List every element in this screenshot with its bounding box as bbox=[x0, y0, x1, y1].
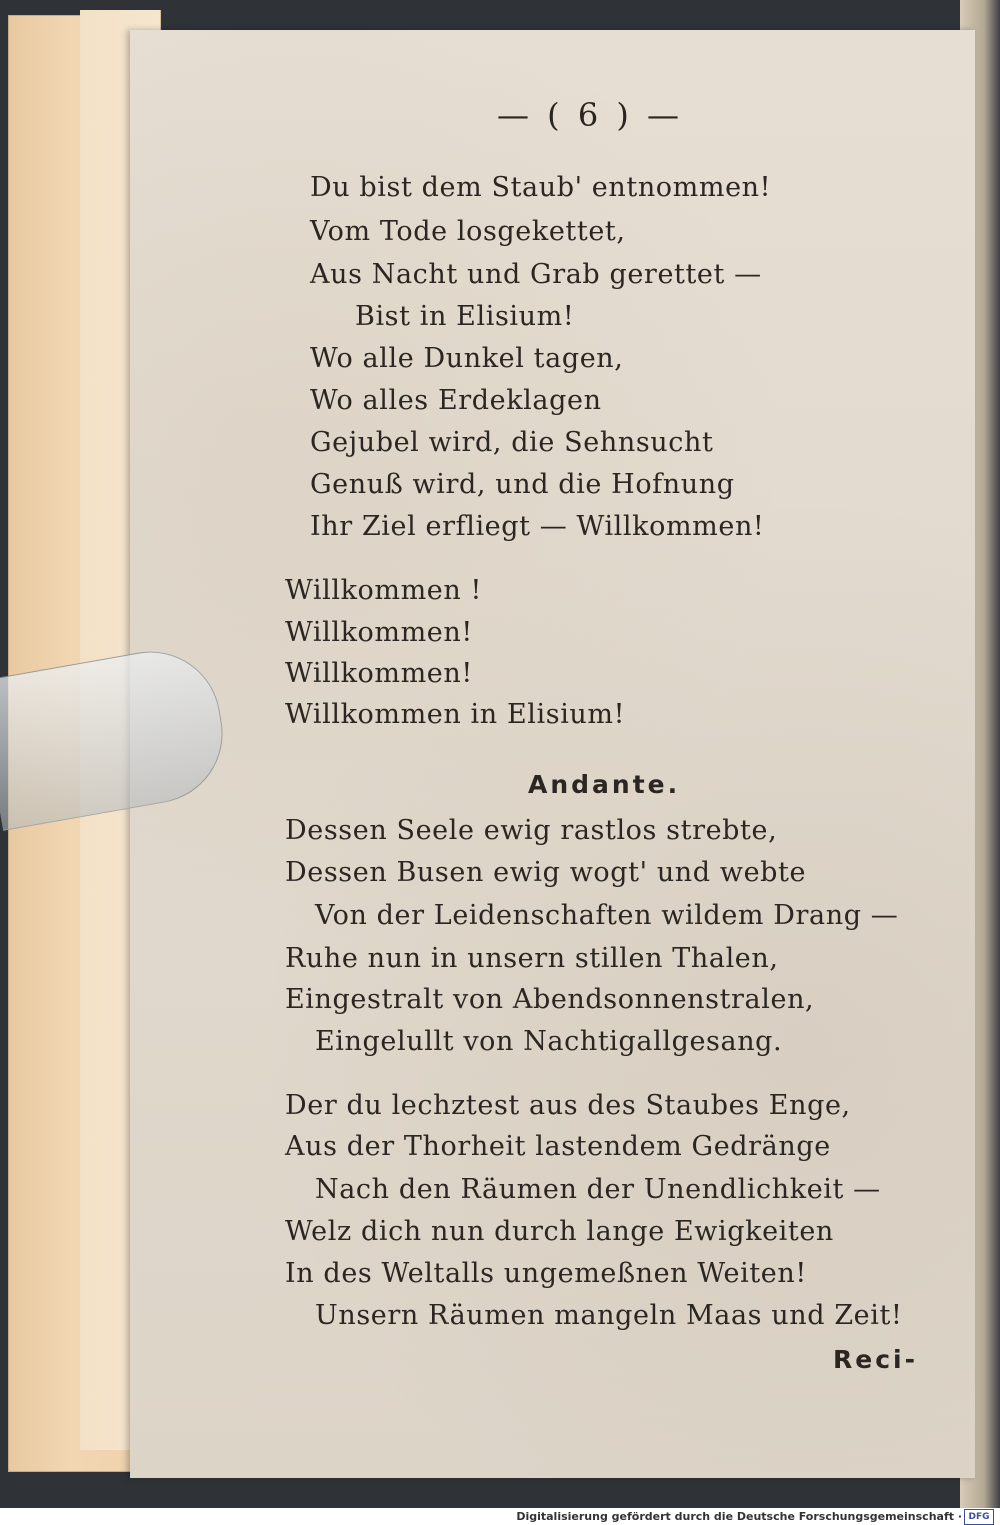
verse-line: Der du lechztest aus des Staubes Enge, bbox=[285, 1090, 851, 1121]
verse-line: Nach den Räumen der Unendlichkeit — bbox=[315, 1174, 881, 1205]
verse-line: Bist in Elisium! bbox=[355, 301, 575, 332]
verse-line: Gejubel wird, die Sehnsucht bbox=[310, 427, 714, 458]
verse-line: Willkommen! bbox=[285, 658, 473, 689]
dfg-logo: DFG bbox=[964, 1509, 994, 1525]
verse-line: Eingestralt von Abendsonnenstralen, bbox=[285, 984, 815, 1015]
verse-line: Ruhe nun in unsern stillen Thalen, bbox=[285, 943, 779, 974]
catchword: Reci- bbox=[833, 1345, 918, 1374]
verse-line: Dessen Seele ewig rastlos strebte, bbox=[285, 815, 778, 846]
verse-line: Willkommen ! bbox=[285, 575, 483, 606]
footer-credit: Digitalisierung gefördert durch die Deutsche Forschungsgemeinschaft · bbox=[516, 1510, 962, 1523]
verse-line: Eingelullt von Nachtigallgesang. bbox=[315, 1026, 783, 1057]
verse-line: Ihr Ziel erfliegt — Willkommen! bbox=[310, 511, 765, 542]
verse-line: Welz dich nun durch lange Ewigkeiten bbox=[285, 1216, 834, 1247]
verse-line: Willkommen in Elisium! bbox=[285, 699, 626, 730]
verse-line: Du bist dem Staub' entnommen! bbox=[310, 172, 772, 203]
verse-line: Aus der Thorheit lastendem Gedränge bbox=[285, 1131, 831, 1162]
verse-line: Willkommen! bbox=[285, 617, 473, 648]
verse-line: Vom Tode losgekettet, bbox=[310, 216, 626, 247]
section-heading: Andante. bbox=[528, 770, 681, 799]
verse-line: Wo alle Dunkel tagen, bbox=[310, 343, 624, 374]
verse-line: In des Weltalls ungemeßnen Weiten! bbox=[285, 1258, 807, 1289]
verse-line: Dessen Busen ewig wogt' und webte bbox=[285, 857, 807, 888]
verse-line: Wo alles Erdeklagen bbox=[310, 385, 602, 416]
verse-line: Von der Leidenschaften wildem Drang — bbox=[315, 900, 899, 931]
page-number: — ( 6 ) — bbox=[496, 96, 683, 134]
verse-line: Genuß wird, und die Hofnung bbox=[310, 469, 735, 500]
verse-line: Unsern Räumen mangeln Maas und Zeit! bbox=[315, 1300, 903, 1331]
verse-line: Aus Nacht und Grab gerettet — bbox=[310, 259, 762, 290]
footer-bar bbox=[0, 1508, 1000, 1525]
